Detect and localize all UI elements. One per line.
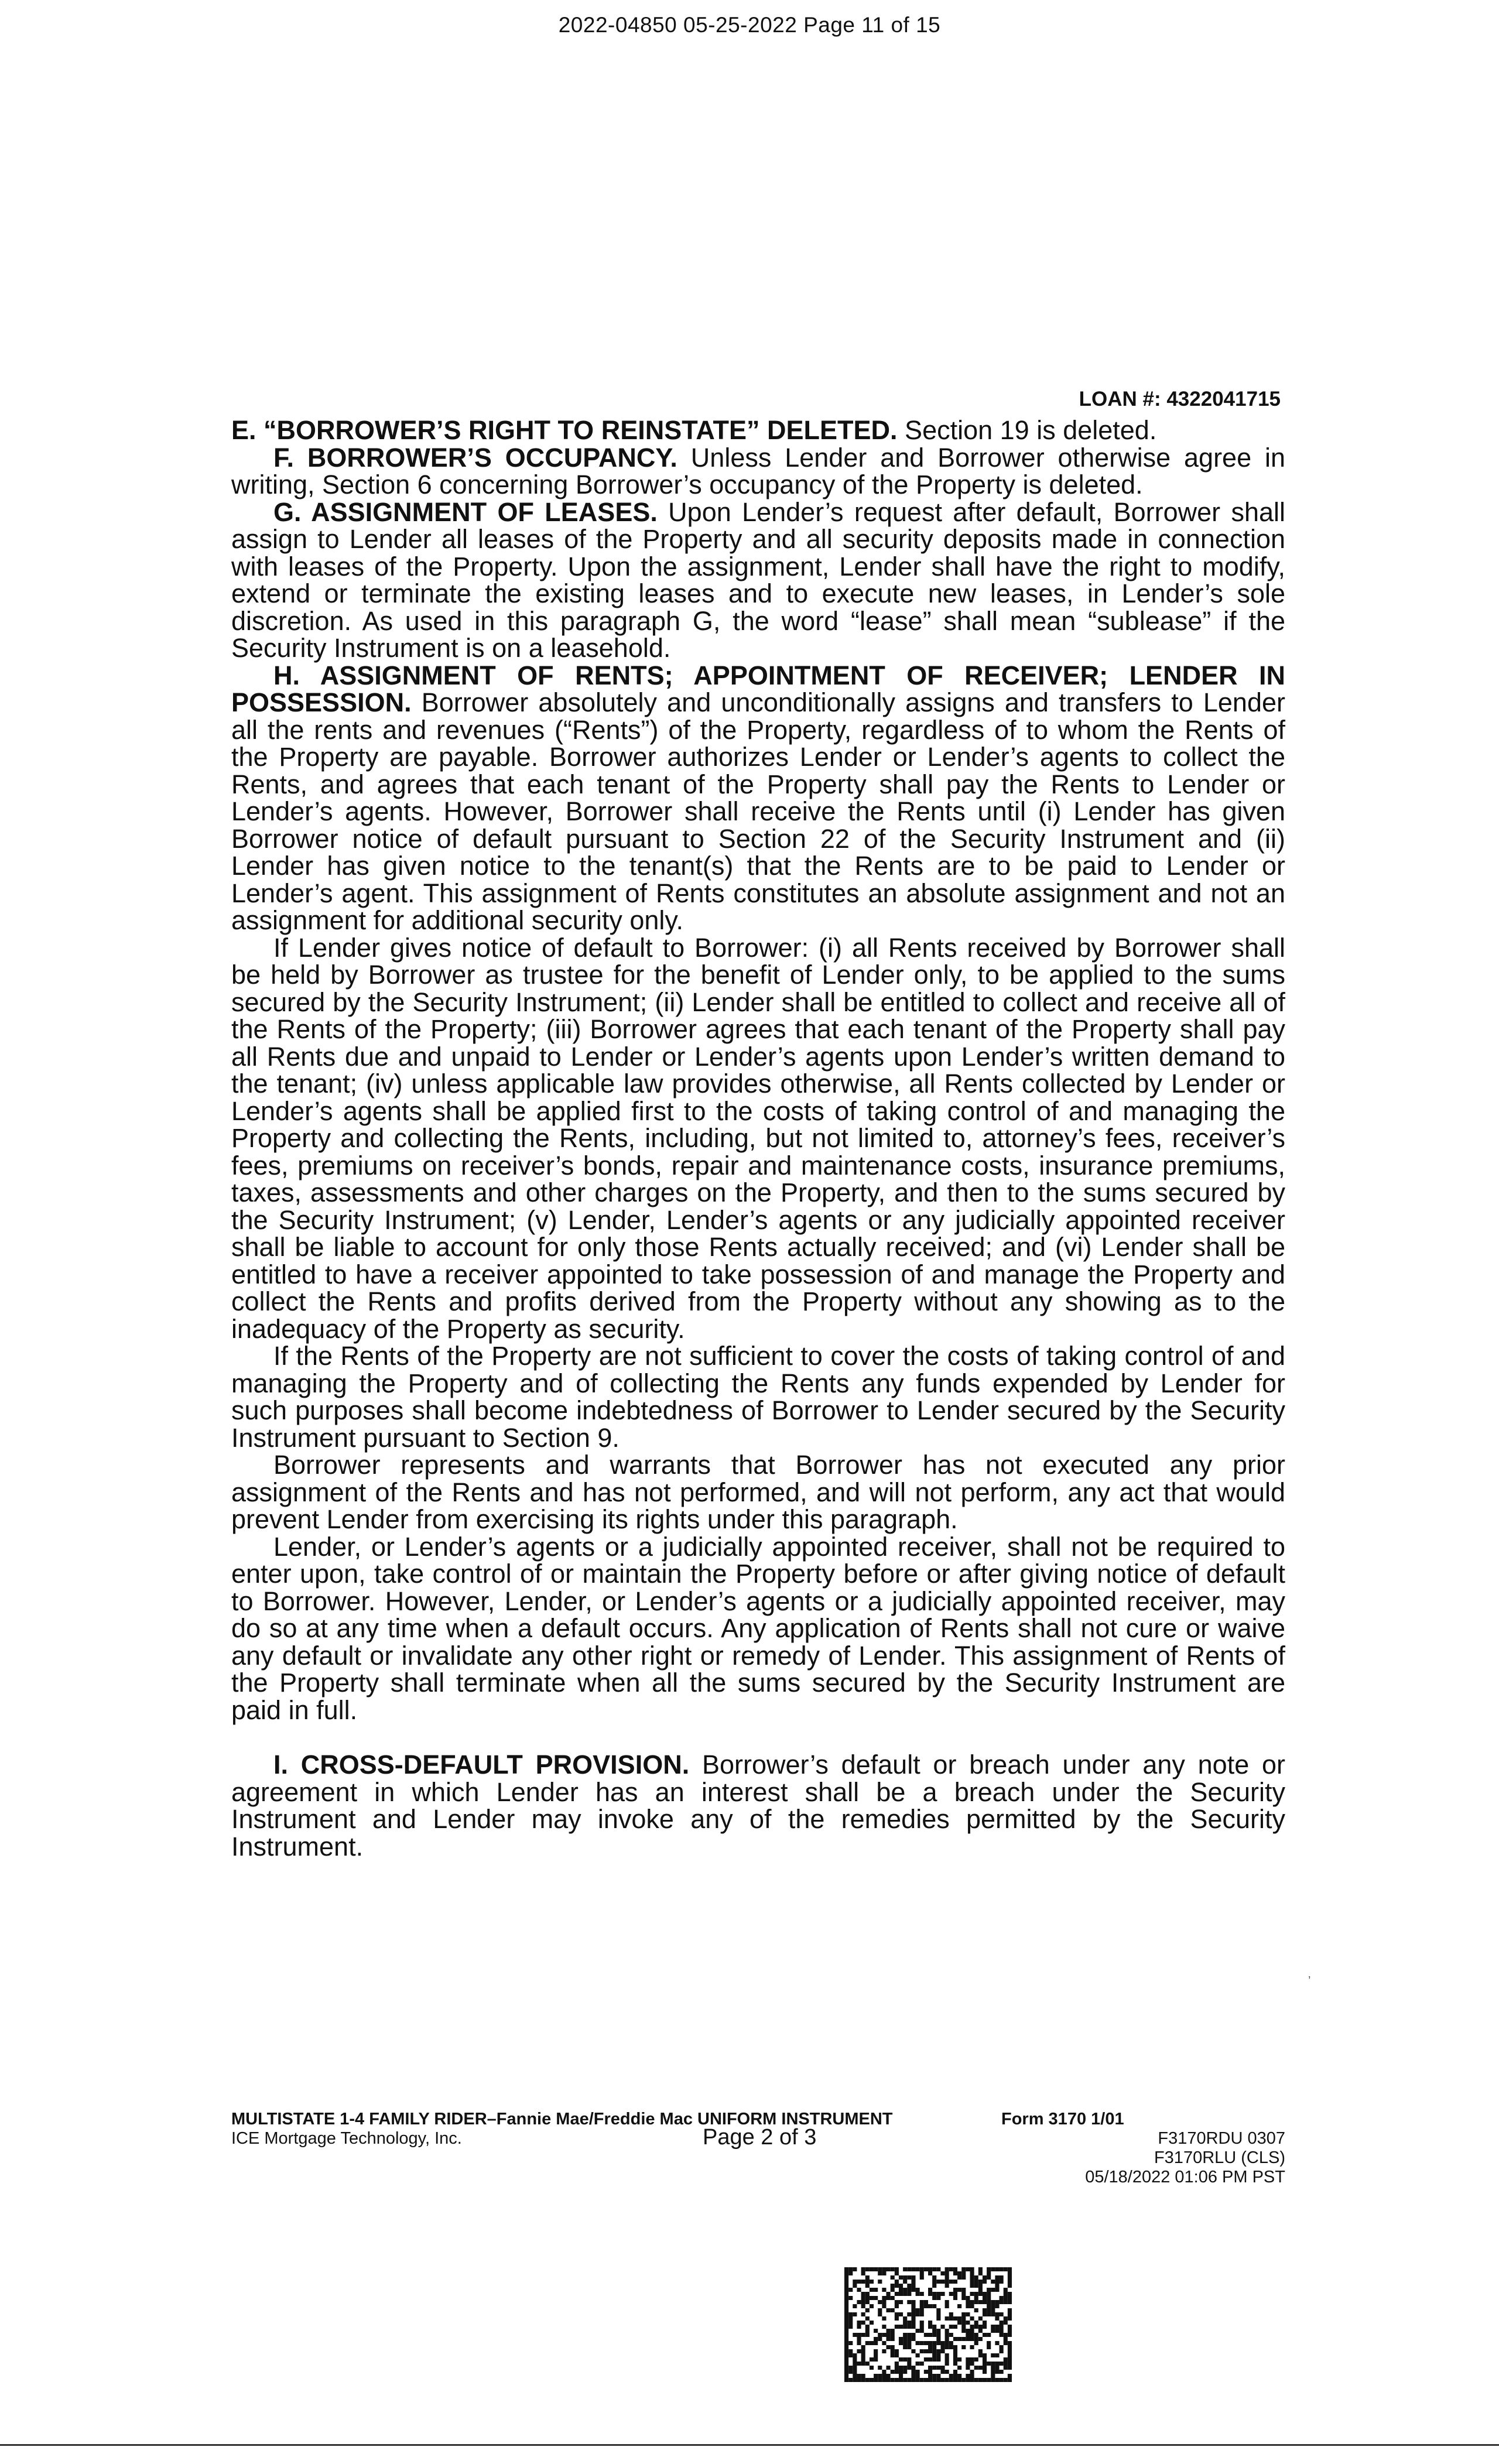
- section-i: [231, 1751, 1285, 1860]
- footer-title: MULTISTATE 1-4 FAMILY RIDER–Fannie Mae/Freddie Mac UNIFORM INSTRUMENT: [231, 2110, 893, 2128]
- section-f-text: Unless Lender and Borrower otherwise agree in writing, Section 6 concerning Borrower’s occupancy of the Property is deleted.: [231, 442, 1285, 499]
- section-g-heading: G. ASSIGNMENT OF LEASES.: [273, 497, 658, 527]
- section-e-text: Section 19 is deleted.: [897, 415, 1157, 445]
- loan-value: 4322041715: [1166, 388, 1281, 410]
- section-i-text: Borrower’s default or breach under any note or agreement in which Lender has an interest shall be a breach under the Security Instrument and Lender may invoke any of the remedies permitted by the Security Instrument.: [231, 1750, 1285, 1861]
- section-h-p2: If Lender gives notice of default to Borrower: (i) all Rents received by Borrower shall be held by Borrower as trustee for the benefit of Lender only, to be applied to the sums secured by the Security Instrument; (ii) Lender shall be entitled to collect and receive all of the Rents of the Property; (iii) Borrower agrees that each tenant of the Property shall pay all Rents due and unpaid to Lender or Lender’s agents upon Lender’s written demand to the tenant; (iv) unless applicable law provides otherwise, all Rents collected by Lender or Lender’s agents shall be applied first to the costs of taking control of and managing the Property and collecting the Rents, including, but not limited to, attorney’s fees, receiver’s fees, premiums on receiver’s bonds, repair and maintenance costs, insurance premiums, taxes, assessments and other charges on the Property, and then to the sums secured by the Security Instrument; (v) Lender, Lender’s agents or any judicially appointed receiver shall be liable to account for only those Rents actually received; and (vi) Lender shall be entitled to have a receiver appointed to take possession of and manage the Property and collect the Rents and profits derived from the Property without any showing as to the inadequacy of the Property as security.: [231, 932, 1285, 1344]
- section-f-heading: F. BORROWER’S OCCUPANCY.: [273, 442, 677, 473]
- section-e: [231, 417, 1285, 444]
- section-e-heading: E. “BORROWER’S RIGHT TO REINSTATE” DELETED.: [231, 415, 898, 445]
- footer-page-number: Page 2 of 3: [703, 2125, 817, 2150]
- bottom-scan-line: [0, 2444, 1499, 2446]
- stray-mark: ’: [1308, 1974, 1311, 1987]
- footer-left: [231, 2110, 993, 2148]
- loan-label: LOAN #:: [1079, 388, 1161, 410]
- section-f: [231, 444, 1285, 499]
- rider-body: [231, 417, 1285, 1860]
- section-h-p3: If the Rents of the Property are not sufficient to cover the costs of taking control of and managing the Property and of collecting the Rents any funds expended by Lender for such purposes shall become indebtedness of Borrower to Lender secured by the Security Instrument pursuant to Section 9.: [231, 1341, 1285, 1453]
- footer-code-2: F3170RLU (CLS): [1154, 2148, 1285, 2167]
- footer-codes: [1085, 2129, 1285, 2187]
- barcode-image: [844, 2267, 1012, 2382]
- section-i-heading: I. CROSS-DEFAULT PROVISION.: [273, 1750, 690, 1779]
- loan-number: [1079, 388, 1281, 411]
- footer-form-number: Form 3170 1/01: [1001, 2110, 1124, 2128]
- section-g-text: Upon Lender’s request after default, Borrower shall assign to Lender all leases of the Property and all security deposits made in connection with leases of the Property. Upon the assignment, Lender shall have the right to modify, extend or terminate the existing leases and to execute new leases, in Lender’s sole discretion. As used in this paragraph G, the word “lease” shall mean “sublease” if the Security Instrument is on a leasehold.: [231, 497, 1285, 663]
- section-h-p1: [231, 662, 1285, 935]
- section-h-p4: Borrower represents and warrants that Borrower has not executed any prior assignment of the Rents and has not performed, and will not perform, any act that would prevent Lender from exercising its rights under this paragraph.: [231, 1450, 1285, 1534]
- footer-code-1: F3170RDU 0307: [1158, 2129, 1285, 2148]
- section-h-p5: Lender, or Lender’s agents or a judicially appointed receiver, shall not be required to enter upon, take control of or maintain the Property before or after giving notice of default to Borrower. However, Lender, or Lender’s agents or a judicially appointed receiver, may do so at any time when a default occurs. Any application of Rents shall not cure or waive any default or invalidate any other right or remedy of Lender. This assignment of Rents of the Property shall terminate when all the sums secured by the Security Instrument are paid in full.: [231, 1531, 1285, 1725]
- section-h-heading: H. ASSIGNMENT OF RENTS; APPOINTMENT OF RECEIVER; LENDER IN POSSESSION.: [231, 660, 1285, 717]
- recording-stamp: 2022-04850 05-25-2022 Page 11 of 15: [558, 13, 941, 37]
- footer-company: ICE Mortgage Technology, Inc.: [231, 2129, 462, 2148]
- section-h-p1-text: Borrower absolutely and unconditionally assigns and transfers to Lender all the rents and revenues (“Rents”) of the Property, regardless of to whom the Rents of the Property are payable. Borrower authorizes Lender or Lender’s agents to collect the Rents, and agrees that each tenant of the Property shall pay the Rents to Lender or Lender’s agents. However, Borrower shall receive the Rents until (i) Lender has given Borrower notice of default pursuant to Section 22 of the Security Instrument and (ii) Lender has given notice to the tenant(s) that the Rents are to be paid to Lender or Lender’s agent. This assignment of Rents constitutes an absolute assignment and not an assignment for additional security only.: [231, 687, 1285, 935]
- footer-timestamp: 05/18/2022 01:06 PM PST: [1085, 2168, 1285, 2186]
- section-h: [231, 662, 1285, 1724]
- section-g: [231, 499, 1285, 662]
